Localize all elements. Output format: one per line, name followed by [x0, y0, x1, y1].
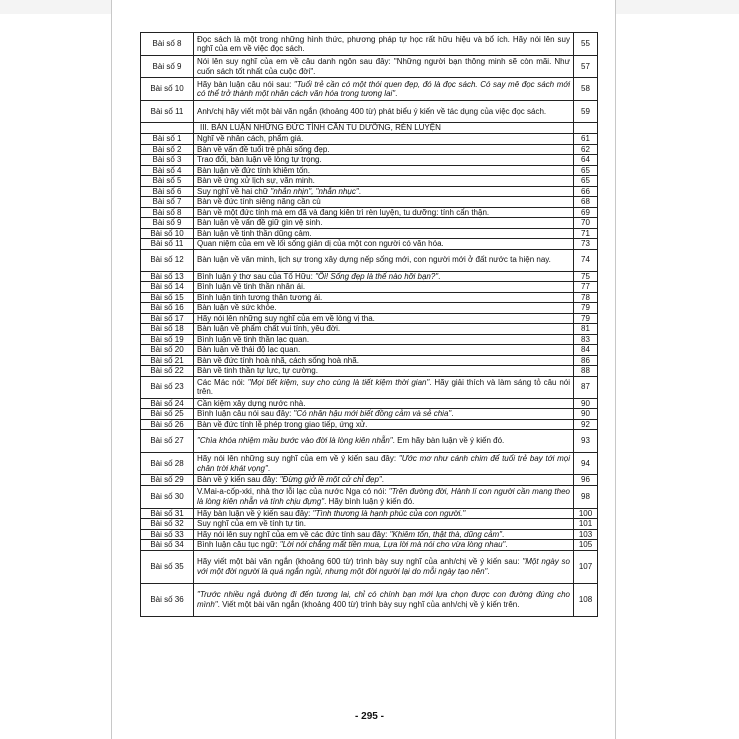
- entry-title: [194, 134, 574, 145]
- entry-title-text: Trao đổi, bàn luận về lòng tự trọng.: [197, 155, 322, 164]
- entry-title: [194, 345, 574, 356]
- toc-row: [141, 249, 598, 271]
- entry-title: [194, 419, 574, 430]
- entry-title-text: Hãy bàn luận về ý kiến sau đây:: [197, 508, 313, 518]
- entry-title-quote: "Chìa khóa nhiệm mầu bước vào đời là lòng kiên nhẫn": [197, 436, 393, 446]
- entry-title-text: Nói lên suy nghĩ của em về câu danh ngôn sau đây: "Những người bạn thông minh sẽ còn mãi. Như cuốn sách tốt nhất của cuộc đời".: [197, 57, 570, 76]
- entry-page: 88: [574, 366, 598, 377]
- entry-page: 66: [574, 186, 598, 197]
- entry-title: [194, 228, 574, 239]
- entry-label: Bài số 6: [141, 186, 194, 197]
- entry-label: Bài số 8: [141, 207, 194, 218]
- entry-page: 101: [574, 519, 598, 530]
- entry-title: [194, 529, 574, 540]
- entry-title: [194, 101, 574, 123]
- entry-title-text: . Viết một bài văn ngắn (khoảng 400 từ) trình bày suy nghĩ của anh/chị về ý kiến trên.: [217, 599, 520, 609]
- entry-title-text: Bàn luận về sức khỏe.: [197, 303, 277, 312]
- toc-row: [141, 366, 598, 377]
- toc-row: [141, 144, 598, 155]
- toc-row: [141, 409, 598, 420]
- entry-title: [194, 334, 574, 345]
- entry-page: 65: [574, 165, 598, 176]
- entry-page: 98: [574, 485, 598, 508]
- entry-title-quote: "Trên đường đời, Hành lí con người cần mang theo là lòng kiên nhẫn và tính chịu đựng": [197, 487, 571, 506]
- toc-row: [141, 345, 598, 356]
- entry-page: 62: [574, 144, 598, 155]
- entry-title-quote: "Khiêm tốn, thật thà, dũng cảm": [389, 529, 502, 539]
- toc-row: [141, 550, 598, 583]
- entry-title: [194, 282, 574, 293]
- toc-row: [141, 453, 598, 475]
- toc-row: [141, 134, 598, 145]
- toc-row: [141, 271, 598, 282]
- entry-title-text: Nghĩ về nhân cách, phẩm giá.: [197, 134, 304, 143]
- toc-row: [141, 313, 598, 324]
- entry-label: Bài số 9: [141, 56, 194, 78]
- entry-page: 68: [574, 197, 598, 208]
- entry-title-text: Suy nghĩ của em về tính tự tin.: [197, 519, 306, 528]
- entry-title-text: . Hãy bình luận ý kiến đó.: [324, 496, 415, 506]
- entry-title-quote: "Một ngày so với một đời người là quá ngắn ngủi, nhưng một đời người lại do mỗi ngày tạo nên": [197, 557, 570, 576]
- entry-title: [194, 453, 574, 475]
- entry-label: Bài số 10: [141, 228, 194, 239]
- toc-row: [141, 508, 598, 519]
- entry-label: Bài số 33: [141, 529, 194, 540]
- entry-title: [194, 292, 574, 303]
- entry-label: Bài số 31: [141, 508, 194, 519]
- entry-label: Bài số 34: [141, 540, 194, 551]
- entry-label: Bài số 19: [141, 334, 194, 345]
- entry-title-text: Bình luận ý thơ sau của Tố Hữu:: [197, 271, 316, 281]
- entry-page: 87: [574, 376, 598, 398]
- entry-title-text: Bàn luận về đức tính khiêm tốn.: [197, 165, 310, 175]
- entry-title: [194, 218, 574, 229]
- entry-label: Bài số 22: [141, 366, 194, 377]
- entry-page: 77: [574, 282, 598, 293]
- entry-title-text: .: [505, 540, 508, 549]
- entry-title: [194, 550, 574, 583]
- entry-page: 81: [574, 324, 598, 335]
- entry-label: Bài số 7: [141, 197, 194, 208]
- entry-label: Bài số 11: [141, 239, 194, 250]
- toc-row: [141, 56, 598, 78]
- entry-label: Bài số 18: [141, 324, 194, 335]
- entry-page: 64: [574, 155, 598, 166]
- entry-title-text: Hãy nói lên những suy nghĩ của em về ý kiến sau đây:: [197, 454, 399, 463]
- toc-row: [141, 218, 598, 229]
- entry-title-text: Hãy bàn luận câu nói sau:: [197, 79, 294, 89]
- toc-row: [141, 33, 598, 56]
- entry-page: 90: [574, 409, 598, 420]
- entry-page: 103: [574, 529, 598, 540]
- entry-title: [194, 475, 574, 486]
- entry-title: [194, 155, 574, 166]
- toc-row: [141, 292, 598, 303]
- entry-page: 69: [574, 207, 598, 218]
- entry-label: Bài số 27: [141, 430, 194, 453]
- entry-title-text: Bàn về tinh thần tự lực, tự cường.: [197, 366, 318, 375]
- entry-title: [194, 313, 574, 324]
- toc-row: [141, 207, 598, 218]
- entry-title-quote: "Mọi tiết kiệm, suy cho cùng là tiết kiệm thời gian": [247, 377, 430, 387]
- entry-page: 71: [574, 228, 598, 239]
- toc-row: [141, 78, 598, 101]
- entry-title-text: . Hãy giải thích và làm sáng tỏ câu nói trên.: [197, 377, 571, 396]
- toc-row: [141, 430, 598, 453]
- entry-page: 79: [574, 313, 598, 324]
- entry-label: Bài số 13: [141, 271, 194, 282]
- entry-page: 93: [574, 430, 598, 453]
- entry-label: Bài số 12: [141, 249, 194, 271]
- entry-title-text: .: [358, 186, 361, 196]
- entry-title-text: Các Mác nói:: [197, 377, 248, 387]
- entry-page: 57: [574, 56, 598, 78]
- entry-label: Bài số 32: [141, 519, 194, 530]
- entry-title: [194, 239, 574, 250]
- entry-page: 73: [574, 239, 598, 250]
- toc-row: [141, 398, 598, 409]
- entry-label: Bài số 11: [141, 101, 194, 123]
- entry-title-text: Bàn luận về tinh thần dũng cảm.: [197, 228, 312, 238]
- entry-title-text: .: [267, 463, 271, 473]
- entry-title: [194, 485, 574, 508]
- toc-row: [141, 334, 598, 345]
- entry-title-text: .: [395, 89, 398, 98]
- entry-title: [194, 366, 574, 377]
- toc-row: [141, 485, 598, 508]
- toc-row: [141, 475, 598, 486]
- entry-page: 108: [574, 583, 598, 616]
- toc-row: [141, 303, 598, 314]
- entry-title-text: Bàn về ý kiến sau đây:: [197, 475, 280, 484]
- entry-title-text: Anh/chị hãy viết một bài văn ngắn (khoảng 400 từ) phát biểu ý kiến về tác dụng của việc đọc sách.: [197, 106, 547, 116]
- entry-page: 58: [574, 78, 598, 101]
- entry-title-text: Bàn luận về vấn đề giữ gìn vệ sinh.: [197, 218, 323, 227]
- entry-label: Bài số 10: [141, 78, 194, 101]
- entry-label: Bài số 15: [141, 292, 194, 303]
- toc-row: [141, 355, 598, 366]
- entry-title: [194, 165, 574, 176]
- entry-label: Bài số 17: [141, 313, 194, 324]
- entry-title-text: .: [487, 566, 490, 576]
- entry-page: 90: [574, 398, 598, 409]
- toc-row: [141, 186, 598, 197]
- toc-row: [141, 419, 598, 430]
- toc-row: [141, 101, 598, 123]
- entry-title: [194, 508, 574, 519]
- entry-title-text: Bàn về đức tính siêng năng cần cù: [197, 197, 321, 206]
- toc-row: [141, 176, 598, 187]
- entry-title: [194, 376, 574, 398]
- entry-title-text: Bình luận câu tục ngữ:: [197, 540, 280, 549]
- entry-page: 92: [574, 419, 598, 430]
- entry-title-text: . Em hãy bàn luận về ý kiến đó.: [392, 436, 505, 446]
- toc-row: [141, 540, 598, 551]
- entry-label: Bài số 5: [141, 176, 194, 187]
- entry-title-text: Bình luận về tinh thần lạc quan.: [197, 334, 310, 344]
- entry-title: [194, 56, 574, 78]
- entry-page: 79: [574, 303, 598, 314]
- entry-title-text: Hãy nói lên những suy nghĩ của em về lòng vị tha.: [197, 313, 375, 323]
- entry-title-quote: "Trước nhiều ngả đường đi đến tương lai, chỉ có chính bạn mới lựa chọn được con đường đúng cho mình": [197, 590, 570, 609]
- entry-title-text: .: [451, 409, 454, 418]
- entry-title-text: Bàn luận về văn minh, lịch sự trong xây dựng nếp sống mới, con người mới ở đất nước ta hiện nay.: [197, 255, 551, 265]
- entry-title: [194, 176, 574, 187]
- entry-label: Bài số 28: [141, 453, 194, 475]
- entry-page: 70: [574, 218, 598, 229]
- entry-title-quote: "Tình thương là hạnh phúc của con người.": [312, 508, 466, 518]
- entry-title-text: Bình luận tinh tương thân tương ái.: [197, 292, 323, 302]
- entry-title-text: Bàn luận về phẩm chất vui tính, yêu đời.: [197, 324, 341, 333]
- entry-label: Bài số 16: [141, 303, 194, 314]
- entry-title: [194, 324, 574, 335]
- entry-page: 55: [574, 33, 598, 56]
- entry-title-quote: "Lời nói chẳng mất tiền mua, Lựa lời mà nói cho vừa lòng nhau": [279, 540, 506, 549]
- entry-label: Bài số 21: [141, 355, 194, 366]
- entry-title-quote: "Đừng giở lề một cử chỉ đẹp": [279, 475, 382, 484]
- toc-row: [141, 519, 598, 530]
- toc-row: [141, 239, 598, 250]
- entry-label: Bài số 26: [141, 419, 194, 430]
- entry-title: [194, 271, 574, 282]
- entry-label: Bài số 3: [141, 155, 194, 166]
- entry-label: Bài số 35: [141, 550, 194, 583]
- entry-title-text: Suy nghĩ về hai chữ: [197, 186, 271, 196]
- entry-label: Bài số 24: [141, 398, 194, 409]
- toc-row: [141, 155, 598, 166]
- entry-title-text: Bàn về một đức tính mà em đã và đang kiên trì rèn luyện, tu dưỡng: tính cẩn thận.: [197, 207, 490, 217]
- toc-row: [141, 228, 598, 239]
- toc-row: [141, 282, 598, 293]
- entry-page: 59: [574, 101, 598, 123]
- entry-title-text: Cần kiệm xây dựng nước nhà.: [197, 398, 306, 408]
- entry-title-text: Bình luận về tinh thần nhân ái.: [197, 282, 306, 291]
- entry-page: 83: [574, 334, 598, 345]
- toc-row: [141, 529, 598, 540]
- entry-title-text: Bàn về đức tính hoà nhã, cách sống hoà nhã.: [197, 355, 359, 365]
- entry-label: Bài số 25: [141, 409, 194, 420]
- entry-page: 78: [574, 292, 598, 303]
- entry-page: 100: [574, 508, 598, 519]
- entry-page: 61: [574, 134, 598, 145]
- entry-label: Bài số 29: [141, 475, 194, 486]
- toc-row: [141, 197, 598, 208]
- entry-title-quote: "Ôi! Sống đẹp là thế nào hỡi bạn?": [315, 271, 439, 281]
- entry-title-quote: "Ước mơ như cánh chim để tuổi trẻ bay tới mọi chân trời khát vọng": [197, 454, 570, 473]
- entry-title-text: .: [502, 529, 505, 539]
- entry-title: [194, 355, 574, 366]
- page-number: - 295 -: [355, 711, 384, 722]
- entry-title-quote: "Có nhân hậu mới biết đồng cảm và sẻ chia": [293, 409, 452, 418]
- entry-title: [194, 519, 574, 530]
- entry-title: [194, 583, 574, 616]
- entry-title-text: Bàn về vấn đề tuổi trẻ phải sống đẹp.: [197, 144, 330, 154]
- entry-title: [194, 78, 574, 101]
- table-of-contents: [140, 32, 598, 617]
- entry-label: Bài số 14: [141, 282, 194, 293]
- entry-title: [194, 186, 574, 197]
- entry-title-text: Bàn luận về thái độ lạc quan.: [197, 345, 301, 354]
- entry-page: 74: [574, 249, 598, 271]
- entry-title: [194, 430, 574, 453]
- entry-label: Bài số 36: [141, 583, 194, 616]
- entry-title-text: .: [381, 475, 384, 484]
- toc-row: [141, 324, 598, 335]
- entry-page: 84: [574, 345, 598, 356]
- entry-title-text: Hãy nói lên suy nghĩ của em về các đức tính sau đây:: [197, 529, 390, 539]
- entry-title: [194, 409, 574, 420]
- entry-label: Bài số 8: [141, 33, 194, 56]
- entry-label: Bài số 20: [141, 345, 194, 356]
- entry-title-text: Hãy viết một bài văn ngắn (khoảng 600 từ) trình bày suy nghĩ của anh/chị về ý kiến sau:: [197, 557, 523, 566]
- entry-page: 94: [574, 453, 598, 475]
- section-heading-row: [141, 123, 598, 134]
- entry-label: Bài số 30: [141, 485, 194, 508]
- toc-row: [141, 165, 598, 176]
- entry-title-text: Đọc sách là một trong những hình thức, phương pháp tự học rất hữu hiệu và bổ ích. Hãy nói lên suy nghĩ của em về việc đọc sách.: [197, 34, 570, 53]
- entry-title-text: Bàn về ứng xử lịch sự, văn minh.: [197, 176, 315, 185]
- entry-page: 65: [574, 176, 598, 187]
- entry-title: [194, 303, 574, 314]
- entry-label: Bài số 1: [141, 134, 194, 145]
- entry-title-quote: "Tuổi trẻ cần có một thói quen đẹp, đó là đọc sách. Có say mê đọc sách mới có thể trở thành một nhân cách văn hóa trong tương lai": [197, 79, 570, 98]
- entry-page: 107: [574, 550, 598, 583]
- entry-title-text: Quan niệm của em về lối sống giản dị của một con người có văn hóa.: [197, 239, 444, 248]
- entry-page: 96: [574, 475, 598, 486]
- section-heading: III. BÀN LUẬN NHỮNG ĐỨC TÍNH CẦN TU DƯỠNG, RÈN LUYỆN: [194, 123, 574, 134]
- entry-label: Bài số 2: [141, 144, 194, 155]
- entry-title: [194, 144, 574, 155]
- entry-label: Bài số 9: [141, 218, 194, 229]
- entry-title-text: .: [438, 271, 441, 281]
- entry-label: Bài số 23: [141, 376, 194, 398]
- entry-page: 75: [574, 271, 598, 282]
- entry-title-quote: "nhẫn nhịn", "nhẫn nhục": [270, 186, 359, 196]
- entry-label: Bài số 4: [141, 165, 194, 176]
- entry-title: [194, 540, 574, 551]
- entry-title: [194, 197, 574, 208]
- entry-title: [194, 207, 574, 218]
- entry-title: [194, 249, 574, 271]
- entry-title: [194, 33, 574, 56]
- toc-row: [141, 376, 598, 398]
- entry-title: [194, 398, 574, 409]
- entry-title-text: V.Mai-a-cốp-xki, nhà thơ lỗi lạc của nước Nga có nói:: [197, 487, 389, 496]
- entry-page: 105: [574, 540, 598, 551]
- entry-title-text: Bàn về đức tính lễ phép trong giao tiếp, ứng xử.: [197, 419, 368, 429]
- entry-page: 86: [574, 355, 598, 366]
- toc-row: [141, 583, 598, 616]
- entry-title-text: Bình luận câu nói sau đây:: [197, 409, 294, 418]
